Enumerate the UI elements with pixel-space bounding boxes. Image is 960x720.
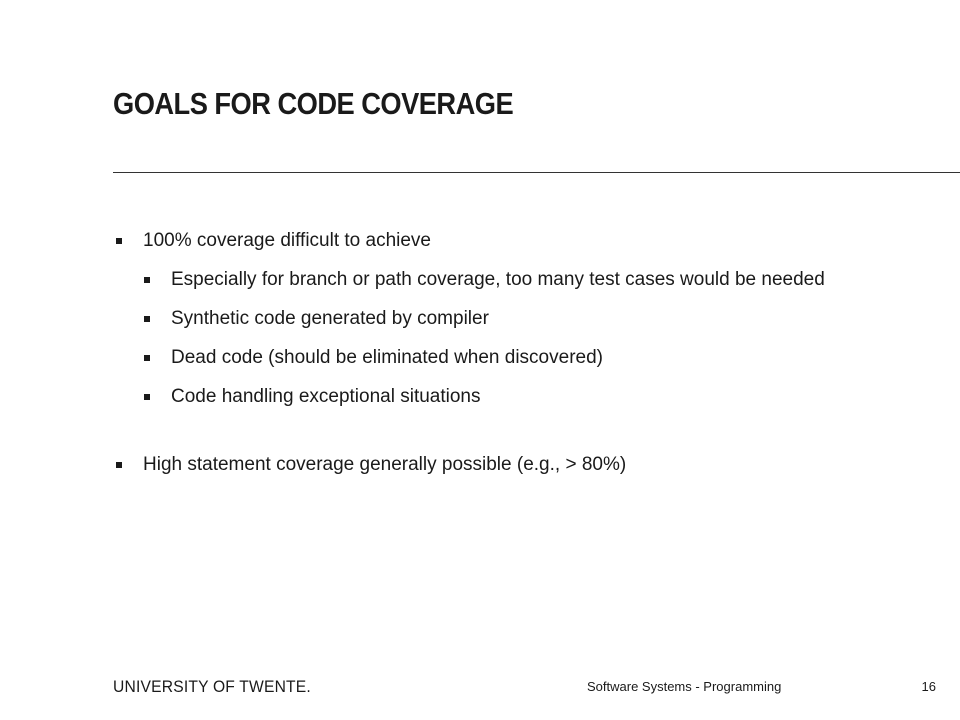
title-divider bbox=[113, 172, 960, 173]
sub-bullet-text: Synthetic code generated by compiler bbox=[171, 308, 489, 329]
square-bullet-icon bbox=[144, 316, 150, 322]
bullet-item bbox=[113, 449, 913, 480]
square-bullet-icon bbox=[116, 462, 122, 468]
sub-bullet-item bbox=[113, 342, 913, 373]
sub-bullet-item bbox=[113, 264, 913, 295]
university-logo: UNIVERSITY OF TWENTE. bbox=[113, 677, 311, 696]
slide-content bbox=[113, 223, 913, 480]
square-bullet-icon bbox=[144, 355, 150, 361]
bullet-text: High statement coverage generally possible (e.g., > 80%) bbox=[143, 454, 627, 475]
bullet-item bbox=[113, 225, 913, 256]
square-bullet-icon bbox=[116, 238, 122, 244]
square-bullet-icon bbox=[144, 277, 150, 283]
slide-title: GOALS FOR CODE COVERAGE bbox=[113, 86, 514, 121]
sub-bullet-item bbox=[113, 303, 913, 334]
sub-bullet-item bbox=[113, 381, 913, 412]
sub-bullet-text: Especially for branch or path coverage, too many test cases would be needed bbox=[171, 269, 825, 290]
sub-bullet-text: Dead code (should be eliminated when discovered) bbox=[171, 347, 603, 368]
square-bullet-icon bbox=[144, 394, 150, 400]
bullet-text: 100% coverage difficult to achieve bbox=[143, 230, 431, 251]
sub-bullet-text: Code handling exceptional situations bbox=[171, 386, 481, 407]
page-number: 16 bbox=[921, 679, 936, 694]
footer-course-name: Software Systems - Programming bbox=[587, 679, 782, 694]
